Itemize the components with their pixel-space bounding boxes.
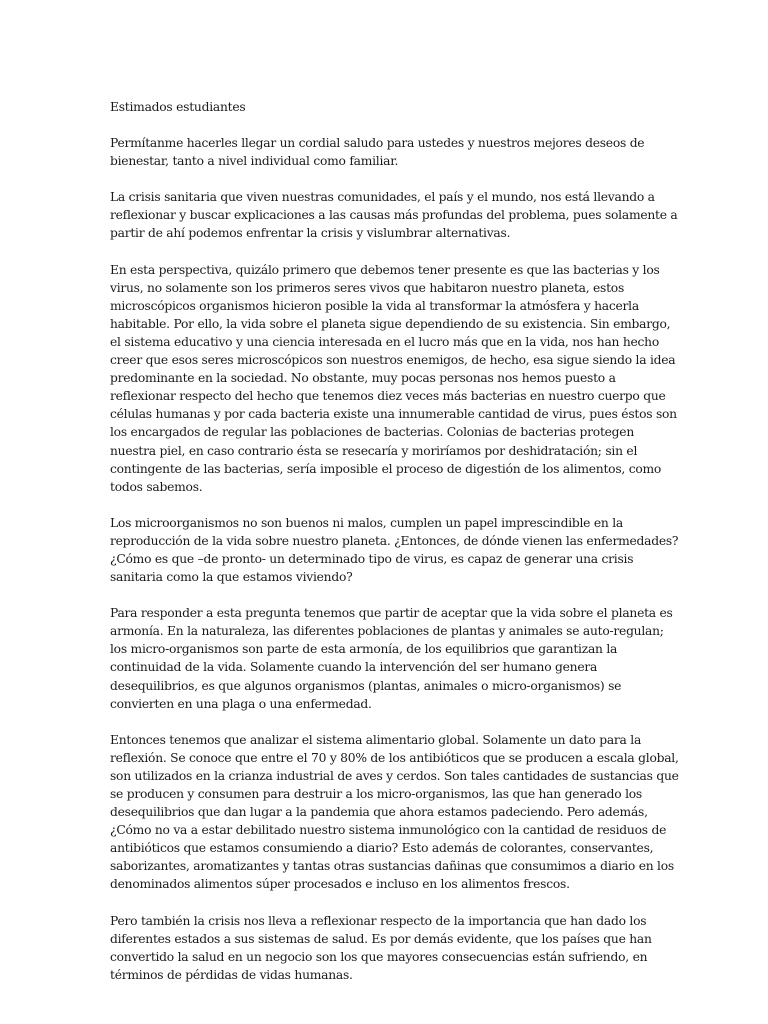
paragraph-6: Entonces tenemos que analizar el sistema alimentario global. Solamente un dato para la reflexión. Se conoce que entre el 70 y 80% de los antibióticos que se producen a escala global, son utilizados en la crianza industrial de aves y cerdos. Son tales cantidades de sustancias que se producen y consumen para destruir a los micro-organismos, las que han generado los desequilibrios que dan lugar a la pandemia que ahora estamos padeciendo. Pero además, ¿Cómo no va a estar debilitado nuestro sistema inmunológico con la cantidad de residuos de antibióticos que estamos consumiendo a diario? Esto además de colorantes, conservantes, saborizantes, aromatizantes y tantas otras sustancias dañinas que consumimos a diario en los denominados alimentos súper procesados e incluso en los alimentos frescos. — [110, 732, 679, 892]
paragraph-2: La crisis sanitaria que viven nuestras comunidades, el país y el mundo, nos está llevando a reflexionar y buscar explicaciones a las causas más profundas del problema, pues solamente a partir de ahí podemos enfrentar la crisis y vislumbrar alternativas. — [110, 190, 678, 241]
paragraph-1: Permítanme hacerles llegar un cordial saludo para ustedes y nuestros mejores deseos de bienestar, tanto a nivel individual como familiar. — [110, 136, 645, 169]
paragraph-7: Pero también la crisis nos lleva a reflexionar respecto de la importancia que han dado los diferentes estados a sus sistemas de salud. Es por demás evidente, que los países que han convertido la salud en un negocio son los que mayores consecuencias están sufriendo, en términos de pérdidas de vidas humanas. — [110, 913, 652, 982]
greeting: Estimados estudiantes — [110, 100, 246, 114]
paragraph-5: Para responder a esta pregunta tenemos que partir de aceptar que la vida sobre el planeta es armonía. En la naturaleza, las diferentes poblaciones de plantas y animales se auto-regulan; los micro-organismos son parte de esta armonía, de los equilibrios que garantizan la continuidad de la vida. Solamente cuando la intervención del ser humano genera desequilibrios, es que algunos organismos (plantas, animales o micro-organismos) se convierten en una plaga o una enfermedad. — [110, 606, 673, 711]
document-body — [110, 98, 682, 1002]
paragraph-4: Los microorganismos no son buenos ni malos, cumplen un papel imprescindible en la reproducción de la vida sobre nuestro planeta. ¿Entonces, de dónde vienen las enfermedades? ¿Cómo es que –de pronto- un determinado tipo de virus, es capaz de generar una crisis sanitaria como la que estamos viviendo? — [110, 515, 679, 585]
paragraph-3: En esta perspectiva, quizálo primero que debemos tener presente es que las bacterias y los virus, no solamente son los primeros seres vivos que habitaron nuestro planeta, estos microscópicos organismos hicieron posible la vida al transformar la atmósfera y hacerla habitable. Por ello, la vida sobre el planeta sigue dependiendo de su existencia. Sin embargo, el sistema educativo y una ciencia interesada en el lucro más que en la vida, nos han hecho creer que esos seres microscópicos son nuestros enemigos, de hecho, esa sigue siendo la idea predominante en la sociedad. No obstante, muy pocas personas nos hemos puesto a reflexionar respecto del hecho que tenemos diez veces más bacterias en nuestro cuerpo que células humanas y por cada bacteria existe una innumerable cantidad de virus, pues éstos son los encargados de regular las poblaciones de bacterias. Colonias de bacterias protegen nuestra piel, en caso contrario ésta se resecaría y moriríamos por deshidratación; sin el contingente de las bacterias, sería imposible el proceso de digestión de los alimentos, como todos sabemos. — [110, 262, 677, 494]
